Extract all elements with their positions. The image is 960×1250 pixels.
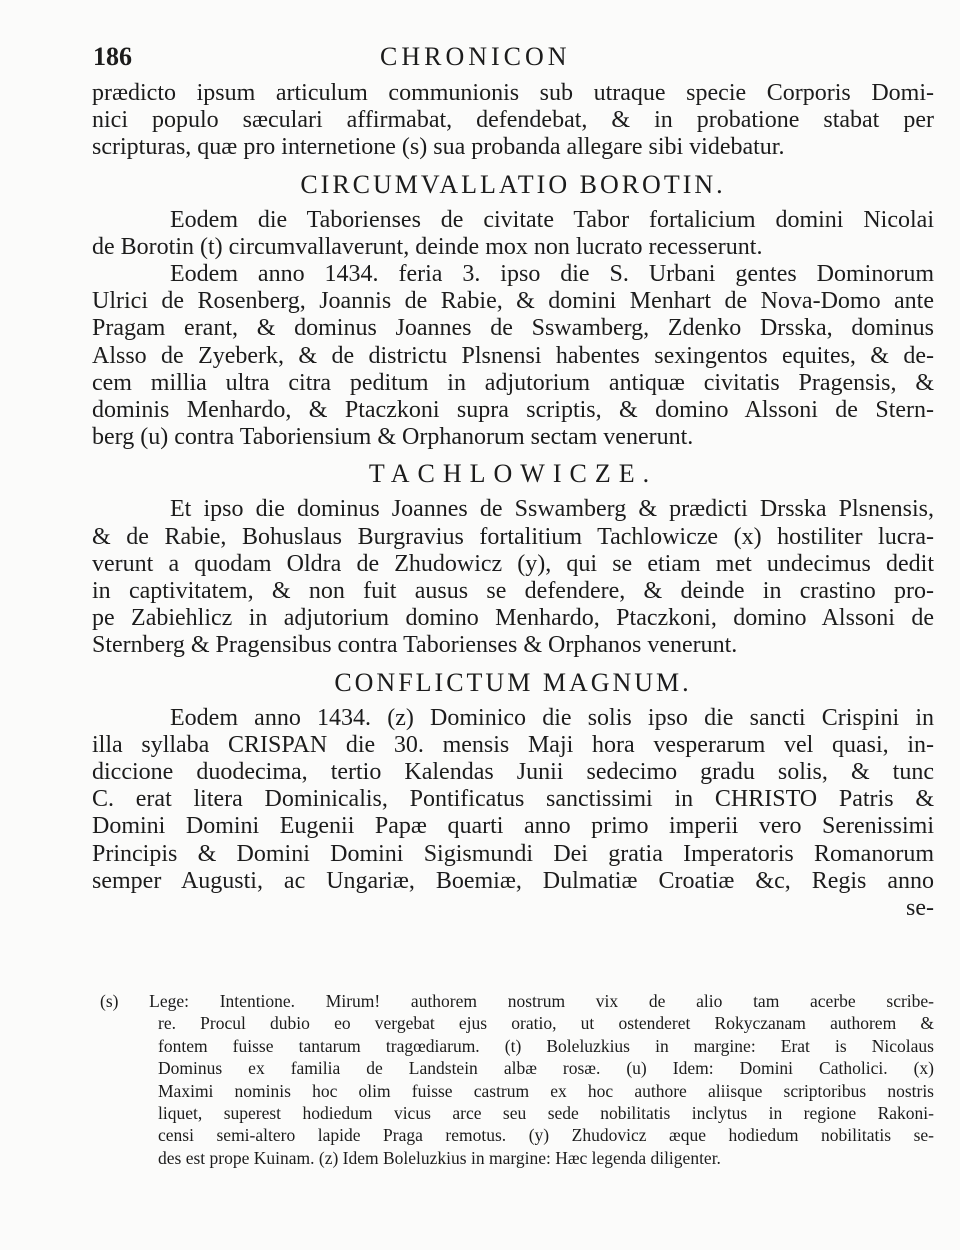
footnote-line: (s) Lege: Intentione. Mirum! authorem nostrum vix de alio tam acerbe scribe-: [100, 991, 934, 1011]
text-line: & de Rabie, Bohuslaus Burgravius fortalitium Tachlowicze (x) hostiliter lucra-: [92, 523, 934, 550]
paragraph: [92, 705, 934, 923]
text-line: scripturas, quæ pro internetione (s) sua probanda allegare sibi videbatur.: [92, 134, 785, 161]
footnote-line: des est prope Kuinam. (z) Idem Boleluzkius in margine: Hæc legenda diligenter.: [158, 1147, 721, 1168]
text-line: Eodem anno 1434. (z) Dominico die solis ipso die sancti Crispini in: [170, 704, 934, 731]
paragraph: [92, 207, 934, 452]
footnote-line: censi semi-altero lapide Praga remotus. (y) Zhudovicz æque hodiedum nobilitatis se-: [158, 1125, 934, 1146]
text-line: diccione duodecima, tertio Kalendas Junii sedecimo gradu solis, & tunc: [92, 759, 934, 786]
footnotes: [100, 990, 934, 1169]
paragraph: [92, 496, 934, 659]
text-line: Principis & Domini Domini Sigismundi Dei gratia Imperatoris Romanorum: [92, 840, 934, 867]
text-line: Eodem anno 1434. feria 3. ipso die S. Urbani gentes Dominorum: [170, 261, 934, 288]
text-line: Sternberg & Pragensibus contra Taborienses & Orphanos venerunt.: [92, 632, 738, 659]
text-line: in captivitatem, & non fuit ausus se defendere, & deinde in crastino pro-: [92, 578, 934, 605]
text-line: berg (u) contra Taboriensium & Orphanorum sectam venerunt.: [92, 424, 694, 451]
text-line: Pragam erant, & dominus Joannes de Sswamberg, Zdenko Drsska, dominus: [92, 315, 934, 342]
text-line: prædicto ipsum articulum communionis sub utraque specie Corporis Domi-: [92, 80, 934, 106]
footnote-line: liquet, superest hodiedum vicus arce seu sede nobilitatis inclytus in regione Rakoni-: [158, 1103, 934, 1124]
footnote-line: Maximi nominis hoc olim fuisse castrum ex hoc authore aliisque scriptoribus nostris: [158, 1080, 934, 1101]
page-number: 186: [93, 42, 132, 71]
text-line: Domini Domini Eugenii Papæ quarti anno primo imperii vero Serenissimi: [92, 813, 934, 840]
text-line: nici populo sæculari affirmabat, defendebat, & in probatione stabat per: [92, 107, 934, 134]
text-line: pe Zabiehlicz in adjutorium domino Menhardo, Ptaczkoni, domino Alssoni de: [92, 605, 934, 632]
catchword: se-: [906, 895, 934, 922]
text-line: dominis Menhardo, & Ptaczkoni supra scriptis, & domino Alssoni de Stern-: [92, 397, 934, 424]
footnote-line: fontem fuisse tantarum tragœdiarum. (t) Boleluzkius in margine: Erat is Nicolaus: [158, 1035, 934, 1056]
running-head: CHRONICON: [380, 42, 571, 71]
text-line: Alsso de Zyeberk, & de districtu Plsnensi habentes sexingentos equites, & de-: [92, 342, 934, 369]
text-line: C. erat litera Dominicalis, Pontificatus sanctissimi in CHRISTO Patris &: [92, 786, 934, 813]
text-line: Eodem die Taborienses de civitate Tabor fortalicium domini Nicolai: [170, 206, 934, 233]
text-line: de Borotin (t) circumvallaverunt, deinde mox non lucrato recesserunt.: [92, 233, 763, 260]
text-line: verunt a quodam Oldra de Zhudowicz (y), qui se etiam met undecimus dedit: [92, 550, 934, 577]
paragraph-continuation: [92, 80, 934, 162]
section-heading: CONFLICTUM MAGNUM.: [334, 667, 692, 697]
section-heading: CIRCUMVALLATIO BOROTIN.: [300, 169, 726, 199]
section-heading: TACHLOWICZE.: [368, 459, 658, 489]
text-line: Ulrici de Rosenberg, Joannis de Rabie, & domini Menhart de Nova-Domo ante: [92, 288, 934, 315]
text-line: illa syllaba CRISPAN die 30. mensis Maji hora vesperarum vel quasi, in-: [92, 731, 934, 758]
text-line: semper Augusti, ac Ungariæ, Boemiæ, Dulmatiæ Croatiæ &c, Regis anno: [92, 867, 934, 894]
footnote-line: Dominus ex familia de Landstein albæ rosæ. (u) Idem: Domini Catholici. (x): [158, 1058, 934, 1079]
text-line: Et ipso die dominus Joannes de Sswamberg & prædicti Drsska Plsnensis,: [170, 496, 934, 523]
body-text: [92, 80, 934, 922]
footnote-line: re. Procul dubio eo vergebat ejus oratio, ut ostenderet Rokyczanam authorem &: [158, 1013, 934, 1034]
text-line: cem millia ultra citra peditum in adjutorium antiquæ civitatis Pragensis, &: [92, 369, 934, 396]
